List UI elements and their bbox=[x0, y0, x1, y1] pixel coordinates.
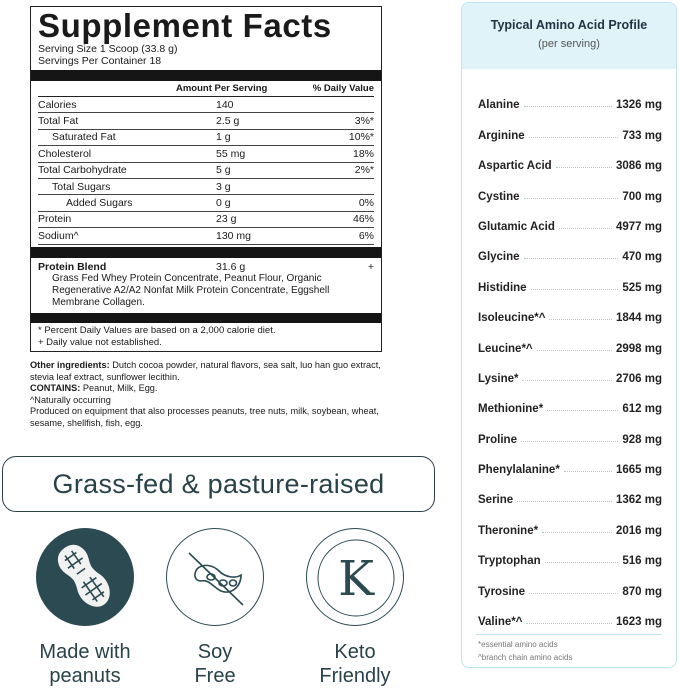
serving-size: Serving Size 1 Scoop (33.8 g) bbox=[38, 43, 178, 55]
facts-row-label: Sodium^ bbox=[38, 229, 79, 242]
dot-leader bbox=[549, 319, 612, 320]
blend-dv: + bbox=[367, 260, 374, 273]
dot-leader bbox=[547, 410, 618, 411]
amino-row bbox=[478, 476, 662, 506]
amino-row bbox=[478, 567, 662, 597]
facts-row-amount: 2.5 g bbox=[216, 115, 240, 128]
peanuts-label bbox=[15, 640, 155, 688]
facts-row bbox=[38, 97, 374, 113]
facts-row bbox=[38, 179, 374, 195]
amino-name: Phenylalanine* bbox=[478, 464, 560, 477]
amino-acid-panel bbox=[461, 2, 677, 668]
facts-row bbox=[38, 195, 374, 211]
amino-value: 516 mg bbox=[622, 555, 662, 568]
amino-name: Arginine bbox=[478, 129, 525, 142]
facts-row-label: Cholesterol bbox=[38, 147, 92, 160]
amino-value: 870 mg bbox=[622, 585, 662, 598]
amino-name: Tyrosine bbox=[478, 585, 526, 598]
amino-name: Histidine bbox=[478, 281, 527, 294]
facts-row-label: Protein bbox=[38, 213, 72, 226]
dot-leader bbox=[524, 198, 619, 199]
amino-row bbox=[478, 263, 662, 293]
amino-row bbox=[478, 233, 662, 263]
servings-per-container: Servings Per Container 18 bbox=[38, 55, 162, 67]
amino-value: 612 mg bbox=[622, 403, 662, 416]
facts-row bbox=[38, 163, 374, 179]
amino-footnote-essential: *essential amino acids bbox=[478, 640, 558, 649]
amino-value: 733 mg bbox=[622, 129, 662, 142]
other-ingredients bbox=[30, 360, 390, 429]
amino-name: Proline bbox=[478, 433, 517, 446]
facts-row-amount: 5 g bbox=[216, 164, 231, 177]
amino-value: 4977 mg bbox=[615, 220, 662, 233]
amino-value: 1623 mg bbox=[615, 616, 662, 629]
contains-label: CONTAINS: bbox=[30, 383, 81, 393]
amino-name: Tryptophan bbox=[478, 555, 541, 568]
amino-name: Cystine bbox=[478, 190, 520, 203]
amino-list bbox=[478, 81, 662, 628]
peanut-icon bbox=[36, 528, 134, 626]
facts-row-dv: 2%* bbox=[354, 164, 374, 177]
soy-free-label bbox=[145, 640, 285, 688]
facts-row-amount: 3 g bbox=[216, 180, 231, 193]
blend-amount: 31.6 g bbox=[216, 260, 246, 273]
amino-value: 3086 mg bbox=[615, 160, 662, 173]
amino-name: Alanine bbox=[478, 99, 520, 112]
amino-value: 1326 mg bbox=[615, 99, 662, 112]
amino-value: 2998 mg bbox=[615, 342, 662, 355]
supplement-facts-panel bbox=[30, 6, 382, 352]
keto-label-line1: Keto bbox=[334, 641, 376, 663]
facts-row-amount: 130 mg bbox=[216, 229, 252, 242]
facts-row-dv: 3%* bbox=[354, 115, 374, 128]
amino-row bbox=[478, 172, 662, 202]
facts-row-dv: 0% bbox=[358, 197, 374, 210]
dot-leader bbox=[529, 137, 619, 138]
dot-leader bbox=[545, 562, 619, 563]
facts-row-dv: 18% bbox=[352, 147, 374, 160]
facts-title: Supplement Facts bbox=[38, 7, 332, 44]
dot-leader bbox=[537, 350, 612, 351]
amino-row bbox=[478, 142, 662, 172]
amino-name: Serine bbox=[478, 494, 514, 507]
amino-row bbox=[478, 203, 662, 233]
facts-row-label: Total Carbohydrate bbox=[38, 164, 127, 177]
footnote-daily: + Daily value not established. bbox=[38, 336, 162, 348]
dot-leader bbox=[529, 593, 618, 594]
dot-leader bbox=[564, 471, 612, 472]
facts-row bbox=[38, 228, 374, 244]
facts-row-amount: 1 g bbox=[216, 131, 231, 144]
facts-row-dv: 46% bbox=[352, 213, 374, 226]
dot-leader bbox=[531, 289, 619, 290]
facts-row bbox=[38, 146, 374, 162]
amino-value: 700 mg bbox=[622, 190, 662, 203]
ingredients-text: Dutch cocoa powder, natural flavors, sea salt, luo han guo extract, stevia leaf extract, sunflower lecithin. bbox=[30, 360, 381, 382]
amino-row bbox=[478, 415, 662, 445]
amino-footnote-bcaa: ^branch chain amino acids bbox=[478, 653, 573, 662]
allergen-equipment-note: Produced on equipment that also processes peanuts, tree nuts, milk, soybean, wheat, sesame, shellfish, fish, egg. bbox=[30, 406, 379, 428]
facts-row-amount: 0 g bbox=[216, 197, 231, 210]
facts-row-amount: 55 mg bbox=[216, 147, 246, 160]
facts-rows bbox=[38, 97, 374, 245]
facts-row-label: Calories bbox=[38, 98, 77, 111]
dot-leader bbox=[556, 167, 612, 168]
blend-label: Protein Blend bbox=[38, 260, 107, 273]
amino-value: 1665 mg bbox=[615, 464, 662, 477]
amino-name: Isoleucine*^ bbox=[478, 312, 546, 325]
amino-value: 470 mg bbox=[622, 251, 662, 264]
dot-leader bbox=[559, 228, 612, 229]
amino-title: Typical Amino Acid Profile bbox=[490, 18, 648, 32]
amino-name: Leucine*^ bbox=[478, 342, 533, 355]
amino-name: Aspartic Acid bbox=[478, 160, 552, 173]
medium-divider bbox=[31, 247, 381, 258]
amino-row bbox=[478, 111, 662, 141]
facts-row-label: Total Sugars bbox=[52, 180, 111, 193]
thick-divider bbox=[31, 70, 381, 81]
facts-row bbox=[38, 113, 374, 129]
peanuts-label-line1: Made with bbox=[39, 641, 131, 663]
amino-name: Glycine bbox=[478, 251, 520, 264]
amino-name: Methionine* bbox=[478, 403, 544, 416]
soy-label-line2: Free bbox=[194, 665, 236, 687]
keto-icon bbox=[306, 528, 404, 626]
amino-name: Valine*^ bbox=[478, 616, 523, 629]
amino-row bbox=[478, 598, 662, 628]
soy-free-icon bbox=[166, 528, 264, 626]
ingredients-label: Other ingredients: bbox=[30, 360, 110, 370]
amino-value: 1362 mg bbox=[615, 494, 662, 507]
facts-row-amount: 140 bbox=[216, 98, 234, 111]
facts-row-label: Saturated Fat bbox=[52, 131, 116, 144]
amino-value: 2016 mg bbox=[615, 524, 662, 537]
facts-row-label: Total Fat bbox=[38, 115, 79, 128]
keto-label-line2: Friendly bbox=[319, 665, 391, 687]
facts-row-dv: 6% bbox=[358, 229, 374, 242]
amino-value: 2706 mg bbox=[615, 372, 662, 385]
facts-row-label: Added Sugars bbox=[66, 197, 133, 210]
amino-value: 1844 mg bbox=[615, 312, 662, 325]
facts-row bbox=[38, 212, 374, 228]
facts-row-dv: 10%* bbox=[348, 131, 374, 144]
blend-description: Grass Fed Whey Protein Concentrate, Peanut Flour, Organic Regenerative A2/A2 Nonfat Milk Protein Concentrate, Eggshell Membrane Collagen. bbox=[52, 272, 330, 308]
amino-name: Glutamic Acid bbox=[478, 220, 555, 233]
peanuts-label-line2: peanuts bbox=[49, 665, 121, 687]
bottom-divider bbox=[31, 313, 381, 323]
facts-header-row bbox=[38, 81, 374, 97]
amino-row bbox=[478, 324, 662, 354]
dot-leader bbox=[542, 532, 612, 533]
amino-divider bbox=[476, 634, 662, 635]
amino-row bbox=[478, 537, 662, 567]
dot-leader bbox=[524, 258, 619, 259]
keto-letter: K bbox=[338, 551, 374, 607]
dot-leader bbox=[526, 623, 612, 624]
dot-leader bbox=[524, 106, 612, 107]
facts-row bbox=[38, 130, 374, 146]
amino-subtitle: (per serving) bbox=[538, 38, 600, 50]
keto-label bbox=[285, 640, 425, 688]
dv-header: % Daily Value bbox=[312, 83, 374, 94]
contains-text: Peanut, Milk, Egg. bbox=[80, 383, 158, 393]
footnote-percent: * Percent Daily Values are based on a 2,000 calorie diet. bbox=[38, 324, 276, 336]
amino-name: Lysine* bbox=[478, 372, 519, 385]
naturally-occurring-note: ^Naturally occurring bbox=[30, 394, 111, 405]
dot-leader bbox=[522, 380, 611, 381]
amino-value: 928 mg bbox=[622, 433, 662, 446]
amount-header: Amount Per Serving bbox=[176, 83, 268, 94]
amino-name: Theronine* bbox=[478, 524, 539, 537]
amino-header bbox=[462, 3, 676, 69]
amino-row bbox=[478, 81, 662, 111]
amino-row bbox=[478, 446, 662, 476]
dot-leader bbox=[521, 441, 618, 442]
dot-leader bbox=[517, 501, 612, 502]
amino-value: 525 mg bbox=[622, 281, 662, 294]
amino-row bbox=[478, 294, 662, 324]
amino-row bbox=[478, 506, 662, 536]
facts-row-amount: 23 g bbox=[216, 213, 237, 226]
amino-row bbox=[478, 385, 662, 415]
grass-fed-banner: Grass-fed & pasture-raised bbox=[2, 456, 435, 512]
protein-blend-row bbox=[38, 261, 374, 273]
amino-row bbox=[478, 355, 662, 385]
soy-label-line1: Soy bbox=[197, 641, 233, 663]
